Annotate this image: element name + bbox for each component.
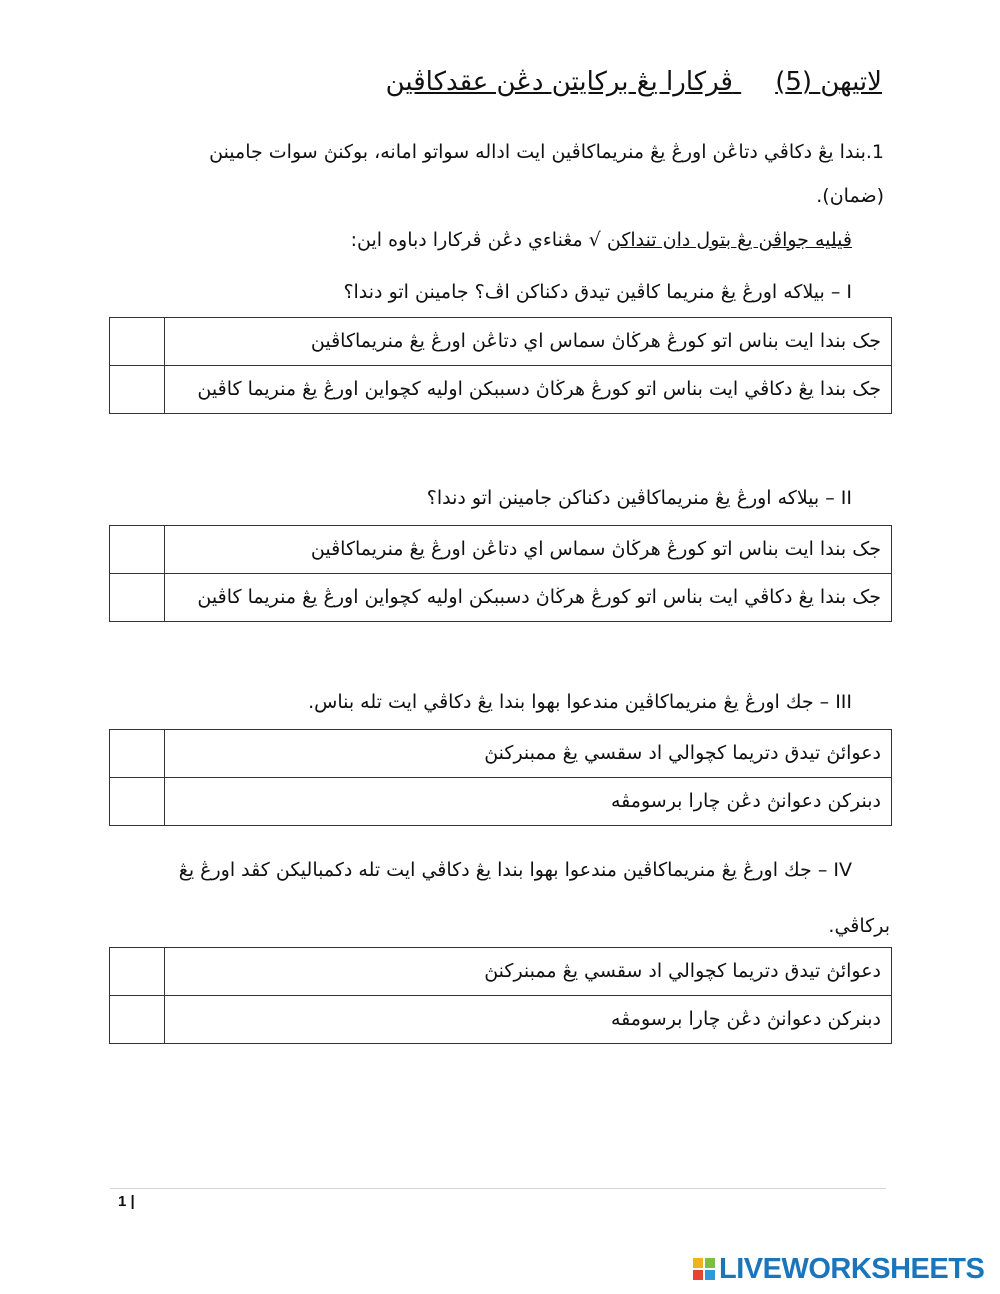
option-row bbox=[110, 526, 892, 574]
question-3-options bbox=[109, 729, 892, 826]
question-1-options bbox=[109, 317, 892, 414]
answer-box[interactable] bbox=[110, 948, 165, 996]
answer-box[interactable] bbox=[110, 730, 165, 778]
worksheet-title bbox=[386, 62, 882, 102]
title-text: ڤركارا يڠ بركايتن دڠن عقدکاڤين bbox=[385, 67, 733, 97]
option-text: دبنرکن دعوانڽ دڠن چارا برسومڤه bbox=[165, 996, 892, 1044]
answer-box[interactable] bbox=[110, 996, 165, 1044]
instruction-line bbox=[351, 222, 852, 258]
option-text: دعوائڽ تيدق دتريما کچوالي اد سقسي يڠ ممبنرکنڽ bbox=[165, 730, 892, 778]
checkbox[interactable] bbox=[110, 528, 164, 572]
question-1-label: I – بيلاکه اورڠ يڠ منريما کاڤين تيدق دکناکن اڤ؟ جامينن اتو دندا؟ bbox=[343, 281, 852, 303]
liveworksheets-logo bbox=[693, 1252, 984, 1286]
footer-divider bbox=[110, 1188, 886, 1189]
option-text: جک بندا ايت بناس اتو کورڠ هرڬاڽ سماس اي دتاڠن اورڠ يڠ منريماکاڤين bbox=[165, 526, 892, 574]
page-number: 1 | bbox=[118, 1193, 135, 1210]
instruction-underlined: ڤيليه جواڤن يڠ بتول دان تنداکن bbox=[606, 229, 852, 251]
question-2-options bbox=[109, 525, 892, 622]
question-4-label: IV – جك اورڠ يڠ منريماکاڤين مندعوا بهوا بندا يڠ دکاڤي ايت تله دکمباليکن کڤد اورڠ يڠ برکاڤي. bbox=[178, 859, 890, 937]
answer-box[interactable] bbox=[110, 574, 165, 622]
option-text: جک بندا يڠ دکاڤي ايت بناس اتو کورڠ هرڬاڽ دسببکن اوليه کچواين اورڠ يڠ منريما کاڤين bbox=[165, 574, 892, 622]
instruction-mark: √ bbox=[588, 229, 601, 251]
checkbox[interactable] bbox=[110, 998, 164, 1042]
option-row bbox=[110, 574, 892, 622]
title-prefix: لاتيهن bbox=[820, 67, 882, 97]
brand-square bbox=[705, 1258, 715, 1268]
checkbox[interactable] bbox=[110, 732, 164, 776]
option-row bbox=[110, 778, 892, 826]
option-row bbox=[110, 948, 892, 996]
option-text: دعوائڽ تيدق دتريما کچوالي اد سقسي يڠ ممبنرکنڽ bbox=[165, 948, 892, 996]
option-row bbox=[110, 996, 892, 1044]
checkbox[interactable] bbox=[110, 368, 164, 412]
checkbox[interactable] bbox=[110, 320, 164, 364]
option-text: دبنرکن دعوانڽ دڠن چارا برسومڤه bbox=[165, 778, 892, 826]
checkbox[interactable] bbox=[110, 576, 164, 620]
brand-squares-icon bbox=[693, 1258, 715, 1280]
question-2-label: II – بيلاکه اورڠ يڠ منريماکاڤين دکناکن جامينن اتو دندا؟ bbox=[426, 487, 852, 509]
option-text: جک بندا ايت بناس اتو کورڠ هرڬاڽ سماس اي دتاڠن اورڠ يڠ منريماکاڤين bbox=[165, 318, 892, 366]
brand-square bbox=[705, 1270, 715, 1280]
question-4-options bbox=[109, 947, 892, 1044]
intro-paragraph: 1.بندا يڠ دکاڤي دتاڠن اورڠ يڠ منريماکاڤين ايت اداله سواتو امانه، بوکنڽ سوات جامينن (ضمان). bbox=[209, 141, 884, 207]
option-row bbox=[110, 366, 892, 414]
answer-box[interactable] bbox=[110, 526, 165, 574]
option-text: جک بندا يڠ دکاڤي ايت بناس اتو کورڠ هرڬاڽ دسببکن اوليه کچواين اورڠ يڠ منريما کاڤين bbox=[165, 366, 892, 414]
option-row bbox=[110, 730, 892, 778]
option-row bbox=[110, 318, 892, 366]
title-number: (5) bbox=[775, 67, 813, 97]
answer-box[interactable] bbox=[110, 366, 165, 414]
answer-box[interactable] bbox=[110, 318, 165, 366]
checkbox[interactable] bbox=[110, 780, 164, 824]
brand-square bbox=[693, 1258, 703, 1268]
instruction-rest: مڠناءي دڠن ڤركارا دباوه اين: bbox=[350, 229, 583, 251]
brand-text: LIVEWORKSHEETS bbox=[719, 1252, 985, 1285]
answer-box[interactable] bbox=[110, 778, 165, 826]
checkbox[interactable] bbox=[110, 950, 164, 994]
brand-square bbox=[693, 1270, 703, 1280]
question-3-label: III – جك اورڠ يڠ منريماکاڤين مندعوا بهوا بندا يڠ دکاڤي ايت تله بناس. bbox=[308, 691, 852, 713]
